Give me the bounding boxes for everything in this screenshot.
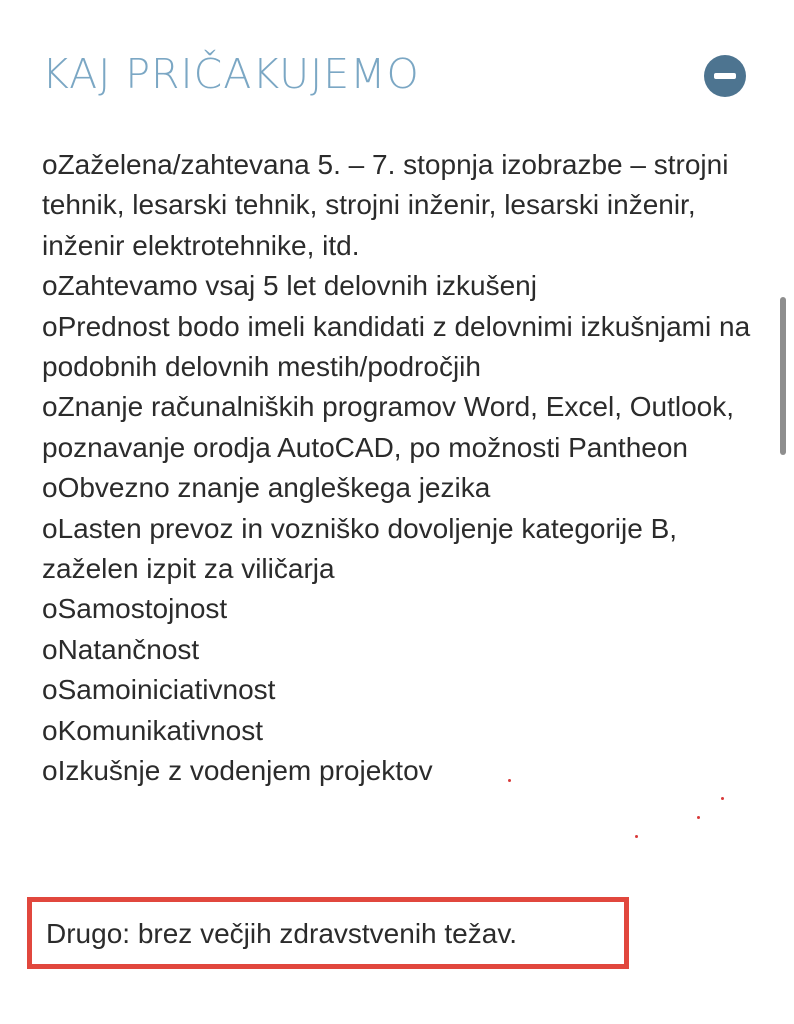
requirement-initiative: oSamoiniciativnost xyxy=(42,674,276,706)
requirement-communication: oKomunikativnost xyxy=(42,714,264,746)
section-header[interactable] xyxy=(42,46,752,106)
red-speck xyxy=(697,816,700,819)
requirement-english: oObvezno znanje angleškega jezika xyxy=(42,472,491,504)
requirement-accuracy: oNatančnost xyxy=(42,633,200,665)
requirements-list xyxy=(42,145,762,792)
red-speck xyxy=(721,797,724,800)
requirement-experience: oZahtevamo vsaj 5 let delovnih izkušenj xyxy=(42,270,537,302)
collapse-section-button[interactable] xyxy=(704,55,746,97)
requirement-similar-experience: oPrednost bodo imeli kandidati z delovnimi izkušnjami na podobnih delovnih mestih/področjih xyxy=(42,310,751,383)
requirement-transport-license: oLasten prevoz in vozniško dovoljenje kategorije B, zaželen izpit za viličarja xyxy=(42,512,678,585)
requirements-content xyxy=(42,145,762,792)
scrollbar-thumb[interactable] xyxy=(780,297,786,455)
requirement-independence: oSamostojnost xyxy=(42,593,228,625)
highlighted-other-requirement xyxy=(27,897,629,969)
requirement-project-management: oIzkušnje z vodenjem projektov xyxy=(42,755,433,787)
red-speck xyxy=(635,835,638,838)
other-requirement-text: Drugo: brez večjih zdravstvenih težav. xyxy=(46,918,518,949)
requirement-education: oZaželena/zahtevana 5. – 7. stopnja izobrazbe – strojni tehnik, lesarski tehnik, strojni inženir, lesarski inženir, inženir elektrotehnike, itd. xyxy=(42,149,729,261)
red-speck xyxy=(508,779,511,782)
requirement-software: oZnanje računalniških programov Word, Excel, Outlook, poznavanje orodja AutoCAD, po možnosti Pantheon xyxy=(42,391,735,463)
section-title: KAJ PRIČAKUJEMO xyxy=(42,50,420,98)
minus-icon xyxy=(714,73,736,79)
